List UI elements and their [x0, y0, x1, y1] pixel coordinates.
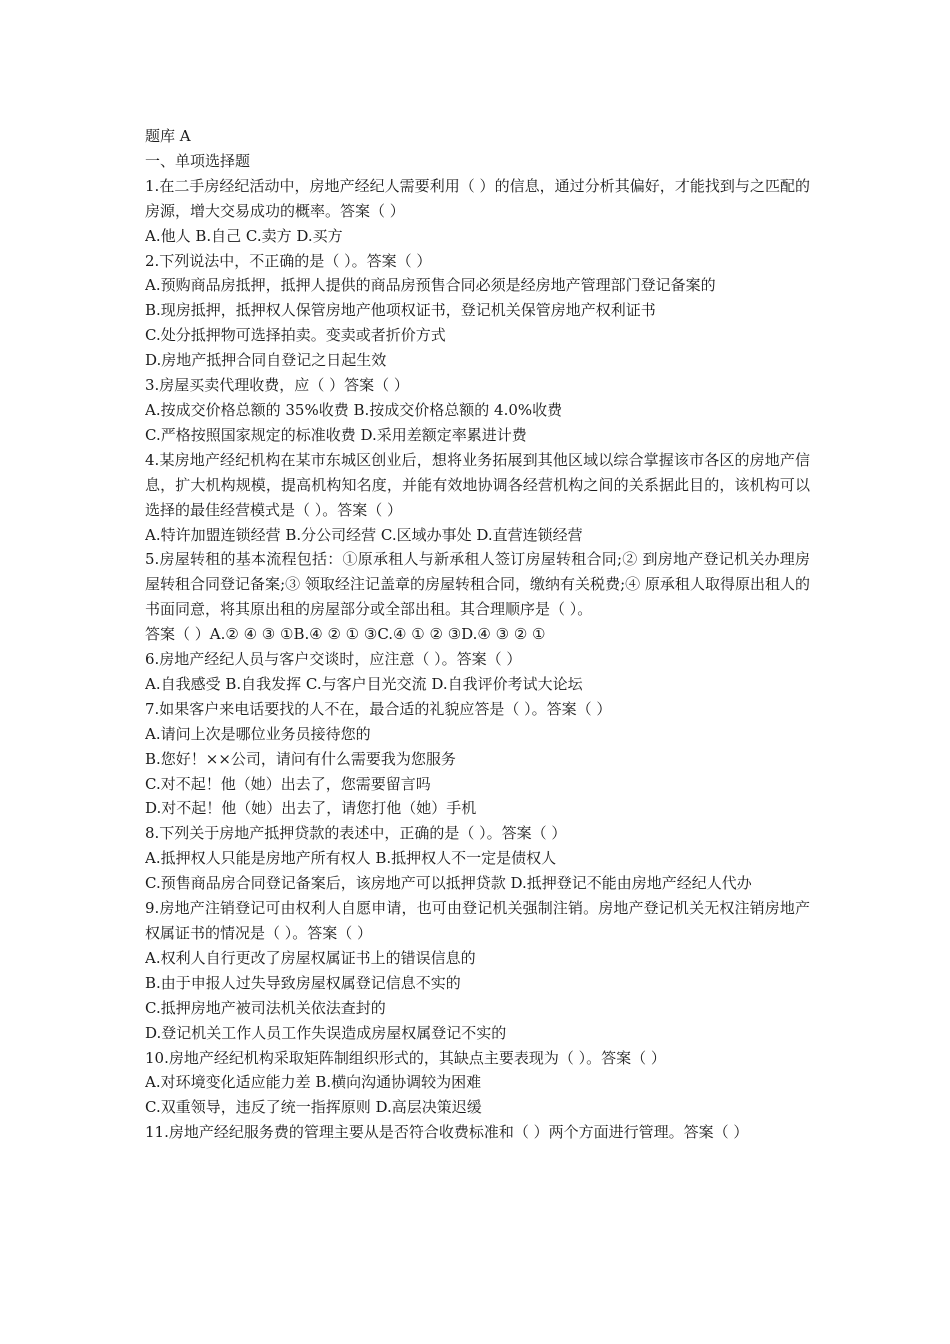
text-line: B.现房抵押，抵押权人保管房地产他项权证书，登记机关保管房地产权利证书 [145, 301, 656, 320]
text-line: 3.房屋买卖代理收费，应（ ）答案（ ） [145, 376, 409, 395]
text-line: A.预购商品房抵押，抵押人提供的商品房预售合同必须是经房地产管理部门登记备案的 [145, 276, 716, 295]
text-line: A.特许加盟连锁经营 B.分公司经营 C.区域办事处 D.直营连锁经营 [145, 525, 583, 544]
text-line: D.房地产抵押合同自登记之日起生效 [145, 351, 387, 370]
text-line: 9.房地产注销登记可由权利人自愿申请，也可由登记机关强制注销。房地产登记机关无权注销房地产权属证书的情况是（ ）。答案（ ） [145, 899, 810, 942]
text-line: 4.某房地产经纪机构在某市东城区创业后，想将业务拓展到其他区域以综合掌握该市各区的房地产信息，扩大机构规模，提高机构知名度，并能有效地协调各经营机构之间的关系据此目的，该机构可以选择的最佳经营模式是（ ）。答案（ ） [145, 450, 810, 519]
document-page [145, 124, 810, 1145]
text-line: 7.如果客户来电话要找的人不在，最合适的礼貌应答是（ ）。答案（ ） [145, 699, 612, 718]
text-line: A.他人 B.自己 C.卖方 D.买方 [145, 226, 343, 245]
text-line: D.登记机关工作人员工作失误造成房屋权属登记不实的 [145, 1023, 507, 1042]
text-line: D.对不起！他（她）出去了，请您打他（她）手机 [145, 799, 477, 818]
text-line: A.权利人自行更改了房屋权属证书上的错误信息的 [145, 948, 476, 967]
question-list [145, 174, 810, 1145]
text-line: 8.下列关于房地产抵押贷款的表述中，正确的是（ ）。答案（ ） [145, 824, 567, 843]
text-line: A.对环境变化适应能力差 B.横向沟通协调较为困难 [145, 1073, 482, 1092]
text-line: 2.下列说法中，不正确的是（ ）。答案（ ） [145, 251, 432, 270]
text-line: C.严格按照国家规定的标准收费 D.采用差额定率累进计费 [145, 425, 527, 444]
text-line: B.由于申报人过失导致房屋权属登记信息不实的 [145, 973, 461, 992]
text-line: A.抵押权人只能是房地产所有权人 B.抵押权人不一定是债权人 [145, 849, 557, 868]
text-line: 11.房地产经纪服务费的管理主要从是否符合收费标准和（ ）两个方面进行管理。答案（ ） [145, 1123, 749, 1142]
text-line: C.预售商品房合同登记备案后，该房地产可以抵押贷款 D.抵押登记不能由房地产经纪人代办 [145, 874, 752, 893]
document-title: 题库 A [145, 127, 191, 145]
text-line: C.对不起！他（她）出去了，您需要留言吗 [145, 774, 431, 793]
text-line: 6.房地产经纪人员与客户交谈时，应注意（ ）。答案（ ） [145, 650, 522, 669]
text-line: A.自我感受 B.自我发挥 C.与客户目光交流 D.自我评价考试大论坛 [145, 674, 583, 693]
text-line: C.处分抵押物可选择拍卖。变卖或者折价方式 [145, 326, 446, 345]
text-line: A.请问上次是哪位业务员接待您的 [145, 724, 371, 743]
section-heading: 一、单项选择题 [145, 151, 251, 170]
text-line: 答案（ ）A.② ④ ③ ①B.④ ② ① ③C.④ ① ② ③D.④ ③ ② ① [145, 625, 546, 644]
text-line: 10.房地产经纪机构采取矩阵制组织形式的，其缺点主要表现为（ ）。答案（ ） [145, 1048, 666, 1067]
text-line: C.双重领导，违反了统一指挥原则 D.高层决策迟缓 [145, 1098, 482, 1117]
text-line: B.您好！××公司，请问有什么需要我为您服务 [145, 749, 456, 768]
text-line: 1.在二手房经纪活动中，房地产经纪人需要利用（ ）的信息，通过分析其偏好，才能找到与之匹配的房源，增大交易成功的概率。答案（ ） [145, 176, 810, 220]
text-line: A.按成交价格总额的 35%收费 B.按成交价格总额的 4.0%收费 [145, 400, 563, 419]
text-line: C.抵押房地产被司法机关依法查封的 [145, 998, 386, 1017]
text-line: 5.房屋转租的基本流程包括：①原承租人与新承租人签订房屋转租合同;② 到房地产登记机关办理房屋转租合同登记备案;③ 领取经注记盖章的房屋转租合同，缴纳有关税费;④ 原承租人取得原出租人的书面同意，将其原出租的房屋部分或全部出租。其合理顺序是（ ）。 [145, 550, 810, 619]
